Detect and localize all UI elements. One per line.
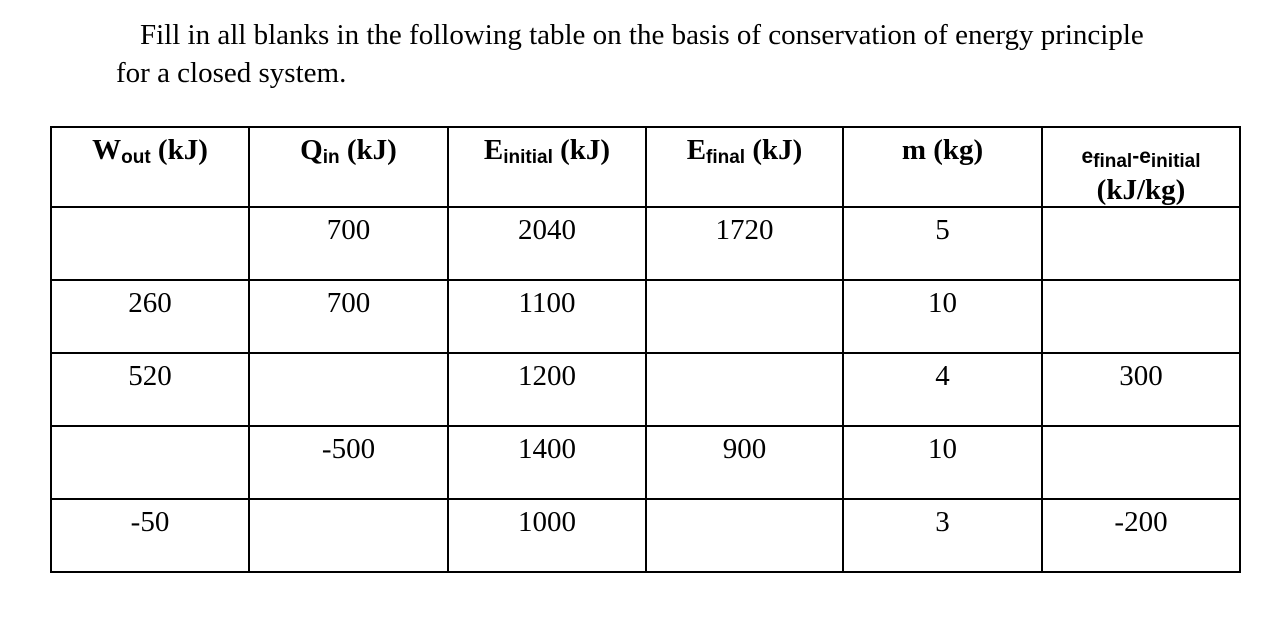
cell-e-final: 900 — [646, 426, 843, 499]
table-header-row — [51, 127, 1240, 207]
cell-e-final: 1720 — [646, 207, 843, 280]
header-q-in: Qin (kJ) — [249, 127, 448, 207]
header-e-final: Efinal (kJ) — [646, 127, 843, 207]
table-row — [51, 280, 1240, 353]
table-row — [51, 426, 1240, 499]
cell-w-out: -50 — [51, 499, 249, 572]
cell-e-initial: 2040 — [448, 207, 646, 280]
cell-mass: 3 — [843, 499, 1042, 572]
instruction-text — [116, 16, 1266, 92]
header-specific-energy-change: efinal-einitial (kJ/kg) — [1042, 127, 1240, 207]
cell-mass: 10 — [843, 426, 1042, 499]
cell-specific-energy-change: -200 — [1042, 499, 1240, 572]
instruction-line-2: for a closed system. — [116, 57, 347, 89]
cell-w-out: 520 — [51, 353, 249, 426]
cell-w-out — [51, 426, 249, 499]
cell-q-in: 700 — [249, 280, 448, 353]
cell-specific-energy-change — [1042, 207, 1240, 280]
cell-q-in — [249, 353, 448, 426]
cell-e-final — [646, 353, 843, 426]
cell-specific-energy-change: 300 — [1042, 353, 1240, 426]
cell-specific-energy-change — [1042, 426, 1240, 499]
cell-mass: 4 — [843, 353, 1042, 426]
table-row — [51, 207, 1240, 280]
cell-mass: 10 — [843, 280, 1042, 353]
cell-e-initial: 1000 — [448, 499, 646, 572]
cell-e-final — [646, 499, 843, 572]
energy-balance-table — [50, 126, 1241, 573]
instruction-line-1: Fill in all blanks in the following table on the basis of conservation of energy principle — [140, 19, 1144, 51]
cell-specific-energy-change — [1042, 280, 1240, 353]
table-row — [51, 499, 1240, 572]
cell-e-initial: 1100 — [448, 280, 646, 353]
cell-w-out — [51, 207, 249, 280]
header-w-out: Wout (kJ) — [51, 127, 249, 207]
cell-q-in: 700 — [249, 207, 448, 280]
table-row — [51, 353, 1240, 426]
cell-mass: 5 — [843, 207, 1042, 280]
cell-w-out: 260 — [51, 280, 249, 353]
cell-e-initial: 1400 — [448, 426, 646, 499]
cell-q-in — [249, 499, 448, 572]
header-e-initial: Einitial (kJ) — [448, 127, 646, 207]
cell-e-initial: 1200 — [448, 353, 646, 426]
cell-q-in: -500 — [249, 426, 448, 499]
header-mass: m (kg) — [843, 127, 1042, 207]
cell-e-final — [646, 280, 843, 353]
